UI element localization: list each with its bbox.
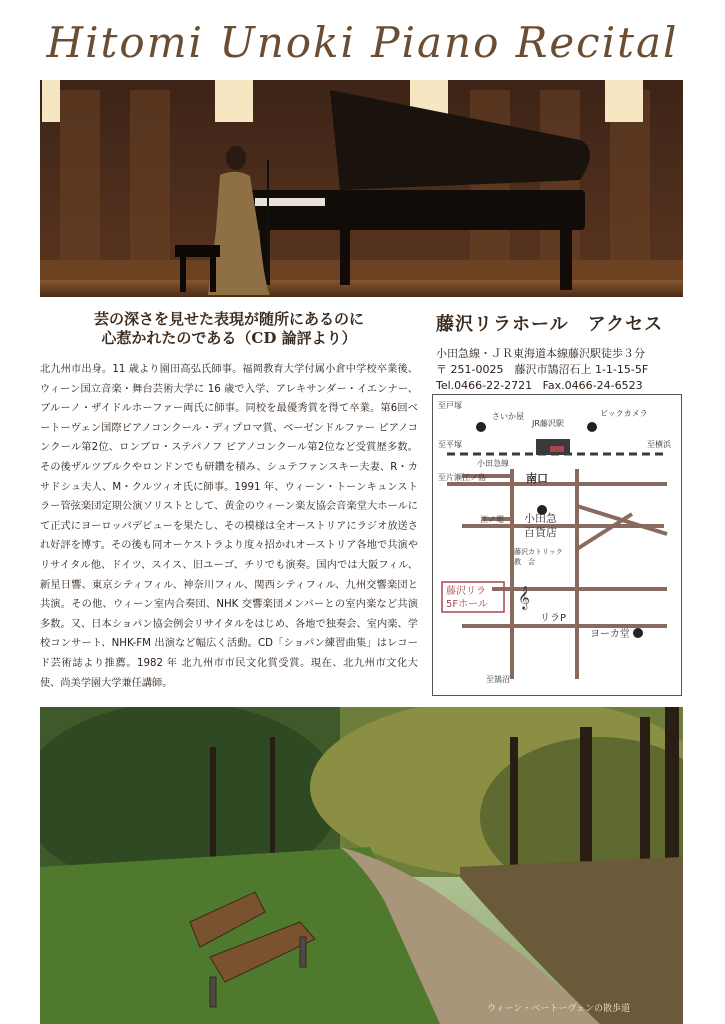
concert-stage-photo (40, 80, 683, 297)
map-label-hiratsuka: 至平塚 (438, 440, 462, 449)
map-label-lira-parking: リラP (540, 613, 567, 624)
access-title: 藤沢リラホール アクセス (436, 314, 664, 335)
map-label-hall-1: 藤沢リラ (446, 586, 486, 597)
map-label-yokohama: 至横浜 (647, 440, 671, 449)
map-label-sakaiya: さいか屋 (492, 412, 524, 421)
map-label-odakyu-dept-1: 小田急 (524, 512, 557, 525)
pianist-profile (40, 310, 418, 693)
recital-title: Hitomi Unoki Piano Recital (46, 18, 679, 67)
map-label-kugenuma: 至鵠沼 (486, 675, 510, 684)
map-label-church-1: 藤沢カトリック (514, 548, 563, 556)
access-map (432, 394, 682, 696)
map-label-hall-2: 5Fホール (446, 599, 488, 610)
access-address: 〒 251-0025 藤沢市鵠沼石上 1-1-15-5F (436, 363, 649, 376)
access-fax: Fax.0466-24-6523 (542, 379, 643, 392)
profile-headline (40, 310, 418, 348)
map-label-enoshima: 至片瀬江ノ島 (438, 473, 486, 482)
map-label-totsuka: 至戸塚 (438, 401, 462, 410)
access-route: 小田急線・ＪＲ東海道本線藤沢駅徒歩３分 (436, 347, 645, 360)
map-label-odakyu-line: 小田急線 (477, 459, 509, 468)
map-label-minamiguchi: 南口 (526, 472, 548, 485)
map-label-jr-station: JR藤沢駅 (532, 419, 564, 428)
map-label-church-2: 教 会 (514, 558, 535, 566)
map-label-odakyu-dept-2: 百貨店 (524, 526, 557, 539)
headline-line-1: 芸の深さを見せた表現が随所にあるのに (93, 310, 364, 328)
access-tel: Tel.0466-22-2721 (436, 379, 533, 392)
park-photo-caption: ウィーン・ベートーヴェンの散歩道 (487, 1004, 630, 1014)
map-label-ito-yokado: ヨーカ堂 (590, 629, 630, 640)
access-info (432, 310, 684, 394)
beethoven-walk-photo (40, 707, 683, 1024)
access-phone (436, 378, 684, 394)
headline-line-2: 心惹かれたのである（CD 論評より） (101, 329, 357, 347)
map-label-enoden: 江ノ電 (480, 515, 504, 524)
svg-text:𝄞: 𝄞 (518, 585, 530, 609)
profile-biography: 北九州市出身。11 歳より園田高弘氏師事。福岡教育大学付属小倉中学校卒業後、ウィーン国立音楽・舞台芸術大学に 16 歳で入学、アレキサンダー・イエンナー、ブルーノ・ザイドルホーファー両氏に師事。同校を最優秀賞を得て卒業。第6回ベートーヴェン国際ピアノコンクール・ディプロマ賞、ベーゼンドルファー ピアノコンクール第2位、ロンブロ・ステパノフ ピアノコンクール第2位など受賞歴多数。その後ザルツブルクやロンドンでも研鑽を積み、シュテファンスキー夫妻、R・カサドシュ夫人、M・クルツィオ氏に師事。1991 年、ウィーン・トーンキュンストラー管弦楽団定期公演ソリストとして、黄金のウィーン楽友協会音楽堂大ホールにて正式にヨーロッパデビューを果たし、その模様は全オーストリアにラジオ放送され好評を博す。その後も同オーケストラより度々招かれオーストリア各地で共演やリサイタル他、ドイツ、スイス、旧ユーゴ、チリでも演奏。国内では大阪フィル、新星日響、東京シティフィル、神奈川フィル、関西シティフィル、九州交響楽団と共演。その他、ウィーン室内合奏団、NHK 交響楽団メンバーとの室内楽など共演多数。又、日本ショパン協会例会リサイタルをはじめ、各地で独奏会、室内楽、学校コンサート、NHK-FM 出演など幅広く活動。CD「ショパン練習曲集」はレコード芸術誌より推薦。1982 年 北九州市市民文化賞受賞。現在、北九州市文化大使、尚美学園大学兼任講師。 (40, 364, 418, 689)
map-label-bic-camera: ビックカメラ (600, 409, 648, 418)
